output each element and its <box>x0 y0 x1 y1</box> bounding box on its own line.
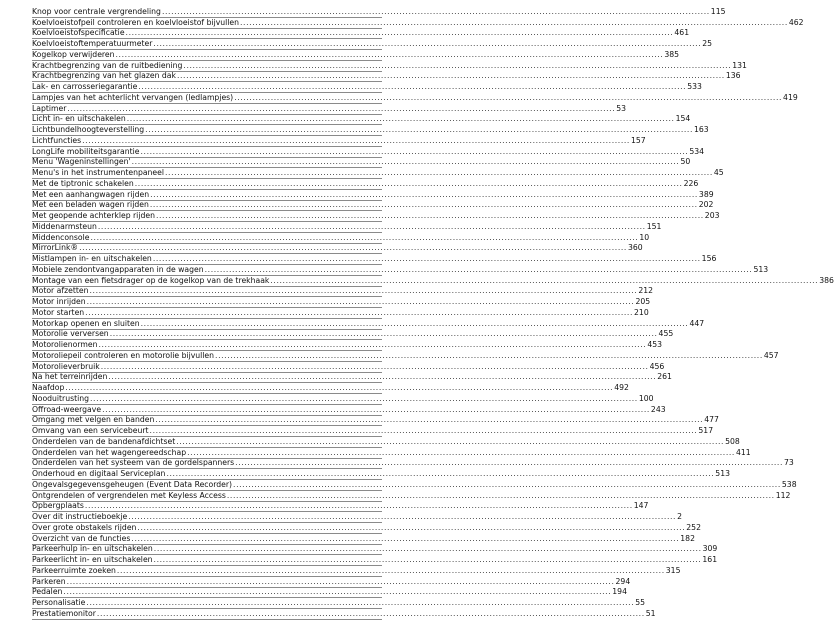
index-term: Motor afzetten <box>32 286 89 296</box>
index-entry <box>32 39 713 50</box>
index-entry <box>32 135 646 147</box>
index-page-number: 419 <box>783 92 798 102</box>
dot-leader <box>187 448 735 458</box>
index-term: Parkeerruimte zoeken <box>32 565 116 575</box>
index-entry <box>32 479 797 491</box>
index-term: Lichtfuncties <box>32 135 82 145</box>
index-entry <box>32 318 705 330</box>
index-entry <box>32 447 751 459</box>
index-page-number: 447 <box>689 318 705 328</box>
dot-leader <box>176 437 724 447</box>
index-term: Koelvloeistofspecificatie <box>32 28 125 38</box>
index-page-number: 157 <box>630 135 646 145</box>
index-page-number: 477 <box>704 415 719 425</box>
index-entry <box>32 372 672 384</box>
index-page-number: 205 <box>635 297 651 306</box>
dot-leader <box>155 415 703 425</box>
index-term: Middenarmsteun <box>32 221 97 231</box>
index-term: Prestatiemonitor <box>32 608 96 618</box>
index-page-number: 163 <box>694 125 709 134</box>
index-entry <box>32 598 646 609</box>
dot-leader <box>154 555 702 565</box>
dot-leader <box>153 39 701 49</box>
index-term: Personalisatie <box>32 598 86 607</box>
dot-leader <box>233 480 781 490</box>
index-entry <box>32 490 791 502</box>
index-entry <box>32 243 643 255</box>
index-page-number: 202 <box>698 200 714 210</box>
index-entry <box>32 125 709 136</box>
index-term: Menu 'Wageninstellingen' <box>32 157 131 167</box>
dot-leader <box>85 308 633 318</box>
index-page-number: 136 <box>725 71 741 81</box>
dot-leader <box>227 491 775 501</box>
index-term: Koelvloeistoftemperatuurmeter <box>32 39 153 48</box>
dot-leader <box>145 125 693 135</box>
index-page-number: 156 <box>701 254 717 263</box>
dot-leader <box>87 297 635 307</box>
dot-leader <box>150 190 698 200</box>
index-entry <box>32 501 649 513</box>
index-term: Ongevalsgegevensgeheugen (Event Data Recorder) <box>32 479 233 489</box>
index-entry <box>32 469 730 480</box>
dot-leader <box>165 168 713 178</box>
dot-leader <box>240 18 788 28</box>
index-page-number: 100 <box>638 393 654 403</box>
dot-leader <box>205 265 753 275</box>
index-term: Parkeerhulp in- en uitschakelen <box>32 544 153 554</box>
index-list <box>32 6 834 620</box>
index-entry <box>32 436 740 448</box>
index-term: Mistlampen in- en uitschakelen <box>32 254 152 263</box>
index-page-number: 455 <box>658 329 674 339</box>
index-page-number: 25 <box>702 39 713 48</box>
index-term: Offroad-weergave <box>32 404 102 414</box>
index-page-number: 385 <box>664 49 680 59</box>
index-page-number: 243 <box>650 404 666 414</box>
index-entry <box>32 608 656 620</box>
index-term: Parkeren <box>32 576 66 586</box>
index-entry <box>32 275 834 287</box>
index-term: Montage van een fietsdrager op de kogelkop van de trekhaak <box>32 275 270 285</box>
dot-leader <box>150 200 698 210</box>
index-entry <box>32 393 654 405</box>
dot-leader <box>101 362 649 372</box>
dot-leader <box>90 394 638 404</box>
index-page-number: 534 <box>689 146 705 156</box>
index-entry <box>32 361 665 373</box>
dot-leader <box>98 222 646 232</box>
dot-leader <box>65 383 613 393</box>
index-page-number: 45 <box>713 168 724 177</box>
index-entry <box>32 264 769 276</box>
index-page-number: 212 <box>638 286 654 296</box>
dot-leader <box>141 319 689 329</box>
index-page-number: 131 <box>732 60 747 70</box>
index-term: Krachtbegrenzing van het glazen dak <box>32 71 176 81</box>
dot-leader <box>126 28 674 38</box>
index-term: MirrorLink® <box>32 243 79 253</box>
index-entry <box>32 92 798 104</box>
index-page-number: 294 <box>615 576 631 586</box>
index-page-number: 210 <box>634 307 649 317</box>
index-entry <box>32 522 701 534</box>
index-page-number: 411 <box>735 447 751 457</box>
dot-leader <box>117 566 665 576</box>
dot-leader <box>98 340 646 350</box>
index-entry <box>32 49 680 61</box>
index-term: Lak- en carrosseriegarantie <box>32 82 138 91</box>
dot-leader <box>138 82 686 92</box>
index-entry <box>32 103 627 115</box>
index-entry <box>32 329 674 341</box>
index-term: Parkeerlicht in- en uitschakelen <box>32 555 153 564</box>
index-entry <box>32 587 627 599</box>
index-entry <box>32 565 681 577</box>
dot-leader <box>97 609 645 619</box>
index-term: Met een beladen wagen rijden <box>32 200 149 210</box>
index-term: Motorolie verversen <box>32 329 109 339</box>
index-entry <box>32 458 794 470</box>
dot-leader <box>67 104 615 114</box>
index-entry <box>32 232 650 244</box>
dot-leader <box>63 587 611 597</box>
index-page-number: 508 <box>725 436 740 446</box>
index-term: Over grote obstakels rijden <box>32 522 137 532</box>
index-page-number: 51 <box>645 608 656 618</box>
dot-leader <box>234 93 782 103</box>
dot-leader <box>183 61 731 71</box>
dot-leader <box>128 512 676 522</box>
index-entry <box>32 426 714 437</box>
dot-leader <box>150 426 698 436</box>
index-entry <box>32 6 726 18</box>
index-page-number: 492 <box>614 383 629 392</box>
index-term: Motor starten <box>32 307 85 317</box>
dot-leader <box>156 211 704 221</box>
dot-leader <box>91 233 639 243</box>
index-page-number: 55 <box>635 598 646 607</box>
index-entry <box>32 82 702 93</box>
index-term: Met een aanhangwagen rijden <box>32 189 150 199</box>
index-entry <box>32 286 654 298</box>
index-entry <box>32 297 651 308</box>
dot-leader <box>177 71 725 81</box>
index-page-number: 226 <box>683 178 699 188</box>
index-page-number: 389 <box>698 189 714 199</box>
index-page-number: 154 <box>675 114 691 124</box>
index-page-number: 73 <box>784 458 794 468</box>
index-term: Met geopende achterklep rijden <box>32 211 155 220</box>
index-page-number: 203 <box>704 211 720 220</box>
index-entry <box>32 544 718 556</box>
index-entry <box>32 17 804 29</box>
index-term: Overzicht van de functies <box>32 533 131 543</box>
index-entry <box>32 576 631 588</box>
index-term: Krachtbegrenzing van de ruitbediening <box>32 60 183 70</box>
index-term: Met de tiptronic schakelen <box>32 178 134 188</box>
index-page-number: 538 <box>781 479 797 489</box>
index-page-number: 161 <box>702 555 718 564</box>
index-entry <box>32 211 720 222</box>
dot-leader <box>102 405 650 415</box>
index-page-number: 261 <box>657 372 672 382</box>
index-entry <box>32 383 629 394</box>
index-term: LongLife mobiliteitsgarantie <box>32 146 140 156</box>
dot-leader <box>86 598 634 608</box>
index-entry <box>32 404 666 416</box>
index-page-number: 2 <box>677 512 682 521</box>
index-entry <box>32 157 691 169</box>
index-entry <box>32 146 705 158</box>
index-entry <box>32 555 718 566</box>
index-term: Motorkap openen en sluiten <box>32 318 140 328</box>
index-page-number: 10 <box>639 232 650 242</box>
index-term: Knop voor centrale vergrendeling <box>32 6 161 16</box>
index-entry <box>32 415 719 427</box>
index-entry <box>32 114 691 126</box>
index-term: Motor inrijden <box>32 297 86 306</box>
index-entry <box>32 221 662 233</box>
index-term: Naafdop <box>32 383 65 392</box>
index-page-number: 309 <box>702 544 718 554</box>
dot-leader <box>215 351 763 361</box>
index-term: Menu's in het instrumentenpaneel <box>32 168 165 177</box>
dot-leader <box>110 329 658 339</box>
index-page-number: 147 <box>633 501 649 511</box>
index-page-number: 115 <box>710 6 726 16</box>
index-term: Pedalen <box>32 587 63 597</box>
index-page-number: 517 <box>698 426 714 435</box>
index-page-number: 513 <box>715 469 730 478</box>
dot-leader <box>127 114 675 124</box>
index-page-number: 533 <box>687 82 702 91</box>
index-term: Licht in- en uitschakelen <box>32 114 126 124</box>
index-page-number: 53 <box>616 103 627 113</box>
index-entry <box>32 350 779 362</box>
index-term: Middenconsole <box>32 232 90 242</box>
index-term: Onderdelen van het wagengereedschap <box>32 447 187 457</box>
index-term: Ontgrendelen of vergrendelen met Keyless Access <box>32 490 226 500</box>
dot-leader <box>141 147 689 157</box>
index-entry <box>32 60 747 72</box>
dot-leader <box>82 136 630 146</box>
index-term: Over dit instructieboekje <box>32 512 128 521</box>
index-term: Opbergplaats <box>32 501 84 511</box>
index-term: Mobiele zendontvangapparaten in de wagen <box>32 264 204 274</box>
index-entry <box>32 200 714 212</box>
index-page-number: 456 <box>649 361 665 371</box>
dot-leader <box>116 50 664 60</box>
dot-leader <box>85 501 633 511</box>
index-entry <box>32 28 690 40</box>
index-page-number: 112 <box>775 490 791 500</box>
index-term: Motorolienormen <box>32 340 98 349</box>
index-entry <box>32 307 649 319</box>
dot-leader <box>79 243 627 253</box>
index-page-number: 461 <box>674 28 690 38</box>
dot-leader <box>153 254 701 264</box>
dot-leader <box>154 544 702 554</box>
index-entry <box>32 254 717 265</box>
dot-leader <box>162 7 710 17</box>
index-entry <box>32 189 714 201</box>
index-page-number: 194 <box>612 587 627 597</box>
dot-leader <box>131 534 679 544</box>
index-page-number: 315 <box>665 565 681 575</box>
index-term: Omvang van een servicebeurt <box>32 426 149 435</box>
index-page-number: 50 <box>680 157 691 167</box>
index-term: Nooduitrusting <box>32 393 89 403</box>
dot-leader <box>108 372 656 382</box>
index-page-number: 182 <box>680 533 695 543</box>
index-entry <box>32 71 741 83</box>
dot-leader <box>137 523 685 533</box>
index-term: Koelvloeistofpeil controleren en koelvloeistof bijvullen <box>32 17 240 27</box>
index-entry <box>32 512 682 523</box>
dot-leader <box>132 157 680 167</box>
dot-leader <box>89 286 637 296</box>
index-page-number: 462 <box>788 17 804 27</box>
index-term: Motoroliepeil controleren en motorolie bijvullen <box>32 350 215 360</box>
index-term: Lampjes van het achterlicht vervangen (ledlampjes) <box>32 92 234 102</box>
index-entry <box>32 178 699 190</box>
index-term: Onderdelen van het systeem van de gordelspanners <box>32 458 235 468</box>
index-page-number: 252 <box>686 522 701 532</box>
index-page-number: 453 <box>647 340 662 349</box>
index-page-number: 360 <box>627 243 643 253</box>
index-page-number: 457 <box>763 350 779 360</box>
dot-leader <box>135 179 683 189</box>
index-page-number: 151 <box>646 221 662 231</box>
dot-leader <box>270 276 818 286</box>
index-entry <box>32 168 724 179</box>
index-term: Kogelkop verwijderen <box>32 49 115 59</box>
index-entry <box>32 533 695 545</box>
index-term: Lichtbundelhoogteverstelling <box>32 125 145 134</box>
dot-leader <box>235 458 783 468</box>
index-term: Onderdelen van de bandenafdichtset <box>32 436 176 446</box>
index-term: Onderhoud en digitaal Serviceplan <box>32 469 166 478</box>
index-page-number: 386 <box>819 275 834 285</box>
dot-leader <box>166 469 714 479</box>
index-page-number: 513 <box>753 264 769 274</box>
index-term: Na het terreinrijden <box>32 372 108 382</box>
dot-leader <box>67 577 615 587</box>
index-term: Omgang met velgen en banden <box>32 415 155 425</box>
index-term: Laptimer <box>32 103 67 113</box>
index-term: Motorolieverbruik <box>32 361 100 371</box>
index-entry <box>32 340 662 351</box>
